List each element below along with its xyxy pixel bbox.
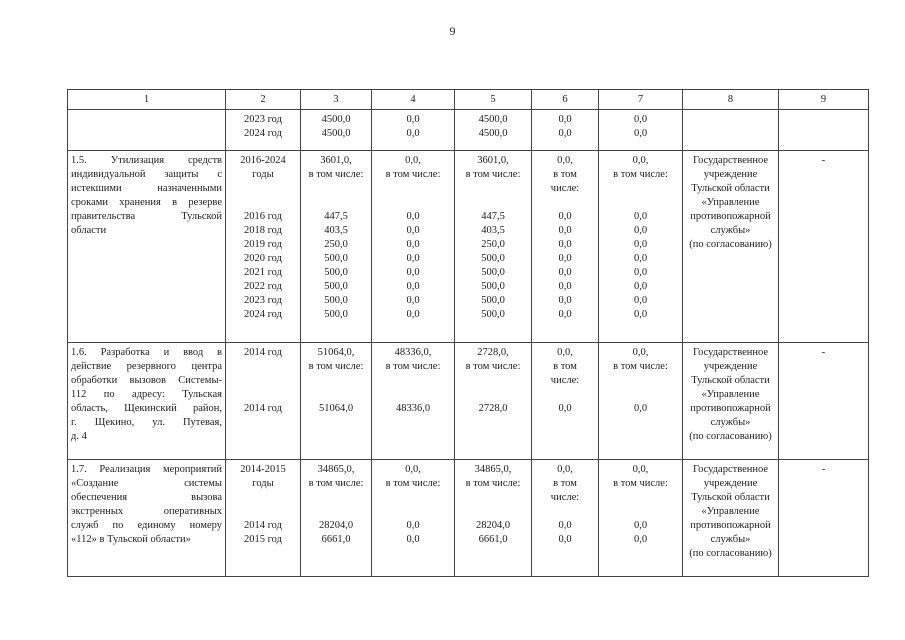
- cell-line: 4500,0: [321, 114, 351, 125]
- col9-cell: -: [779, 343, 869, 460]
- total-funding-cell: [301, 343, 372, 460]
- cell-line: 0,0,: [632, 464, 649, 475]
- col9-cell: -: [779, 151, 869, 343]
- cell-line: 0,0: [558, 114, 572, 125]
- other-funding-cell: [599, 110, 683, 151]
- year-cell: [226, 343, 301, 460]
- measure-name-cell: [68, 460, 226, 577]
- cell-line: области: [71, 225, 107, 236]
- cell-line: в том числе:: [613, 169, 668, 180]
- cell-line: в том числе:: [613, 361, 668, 372]
- total-funding-cell: [301, 110, 372, 151]
- cell-line: область, Щекинский район,: [71, 403, 222, 414]
- regional-funding-cell: [455, 151, 532, 343]
- cell-line: 0,0: [558, 281, 572, 292]
- page-number: 9: [449, 24, 456, 38]
- cell-line: 0,0: [558, 267, 572, 278]
- cell-line: 51064,0: [318, 403, 354, 414]
- cell-line: в том: [553, 169, 577, 180]
- cell-line: 3601,0,: [320, 155, 352, 166]
- cell-line: в том: [553, 361, 577, 372]
- cell-line: 2024 год: [244, 128, 282, 139]
- cell-line: противопожарной: [690, 520, 771, 531]
- cell-line: 4500,0: [321, 128, 351, 139]
- cell-line: службы»: [710, 534, 751, 545]
- federal-funding-cell: [372, 460, 455, 577]
- executor-cell: [683, 343, 779, 460]
- cell-line: 0,0: [406, 114, 420, 125]
- cell-line: 2014 год: [244, 520, 282, 531]
- col9-cell: -: [779, 460, 869, 577]
- cell-line: годы: [252, 478, 274, 489]
- cell-line: 0,0: [406, 534, 420, 545]
- cell-line: 0,0: [558, 253, 572, 264]
- col9-cell: [779, 110, 869, 151]
- cell-line: 1.6. Разработка и ввод в: [71, 347, 222, 358]
- cell-line: 2016 год: [244, 211, 282, 222]
- cell-line: 28204,0: [318, 520, 354, 531]
- cell-line: 0,0: [406, 128, 420, 139]
- cell-line: обработки вызовов Системы-: [71, 375, 222, 386]
- cell-line: 0,0: [558, 295, 572, 306]
- cell-line: (по согласованию): [689, 239, 772, 250]
- cell-line: д. 4: [71, 431, 87, 442]
- header-cell: 1: [68, 90, 226, 110]
- cell-line: 0,0: [558, 128, 572, 139]
- cell-line: 500,0: [481, 253, 505, 264]
- cell-line: 500,0: [481, 295, 505, 306]
- cell-line: 2023 год: [244, 114, 282, 125]
- header-cell: 4: [372, 90, 455, 110]
- cell-line: «Управление: [701, 506, 760, 517]
- cell-line: числе:: [550, 375, 580, 386]
- cell-line: противопожарной: [690, 211, 771, 222]
- cell-line: 447,5: [324, 211, 348, 222]
- table-row: [68, 460, 869, 577]
- cell-line: числе:: [550, 492, 580, 503]
- cell-line: 500,0: [481, 281, 505, 292]
- cell-line: экстренных оперативных: [71, 506, 222, 517]
- cell-line: Тульской области: [691, 183, 770, 194]
- cell-line: 0,0,: [632, 347, 649, 358]
- cell-line: 0,0: [406, 239, 420, 250]
- cell-line: 500,0: [324, 253, 348, 264]
- cell-line: 2024 год: [244, 309, 282, 320]
- cell-line: службы»: [710, 225, 751, 236]
- header-cell: 9: [779, 90, 869, 110]
- cell-line: годы: [252, 169, 274, 180]
- cell-line: в том числе:: [465, 361, 521, 372]
- cell-line: 447,5: [481, 211, 505, 222]
- cell-line: 0,0: [558, 534, 572, 545]
- header-row: [68, 90, 869, 110]
- cell-line: 51064,0,: [317, 347, 355, 358]
- cell-line: учреждение: [703, 478, 758, 489]
- cell-line: 0,0: [406, 253, 420, 264]
- cell-line: г. Щекино, ул. Путевая,: [71, 417, 222, 428]
- cell-line: в том: [553, 478, 577, 489]
- cell-line: 500,0: [481, 309, 505, 320]
- federal-funding-cell: [372, 151, 455, 343]
- cell-line: 403,5: [324, 225, 348, 236]
- year-cell: [226, 110, 301, 151]
- cell-line: 0,0: [633, 253, 648, 264]
- cell-line: 0,0: [558, 239, 572, 250]
- cell-line: 2022 год: [244, 281, 282, 292]
- cell-line: 34865,0,: [474, 464, 512, 475]
- total-funding-cell: [301, 460, 372, 577]
- cell-line: 0,0: [633, 211, 648, 222]
- cell-line: 6661,0: [478, 534, 508, 545]
- cell-line: «112» в Тульской области»: [71, 534, 191, 545]
- cell-line: обеспечения вызова: [71, 492, 222, 503]
- header-cell: 7: [599, 90, 683, 110]
- cell-line: 500,0: [324, 309, 348, 320]
- cell-line: действие резервного центра: [71, 361, 222, 372]
- local-funding-cell: [532, 110, 599, 151]
- cell-line: 0,0: [633, 225, 648, 236]
- cell-line: учреждение: [703, 169, 758, 180]
- cell-line: (по согласованию): [689, 548, 772, 559]
- cell-line: 0,0: [558, 403, 572, 414]
- cell-line: (по согласованию): [689, 431, 772, 442]
- cell-line: 0,0: [633, 309, 648, 320]
- cell-line: 2728,0,: [477, 347, 509, 358]
- cell-line: Государственное: [692, 155, 769, 166]
- cell-line: индивидуальной защиты с: [71, 169, 222, 180]
- cell-line: 48336,0: [395, 403, 431, 414]
- cell-line: 4500,0: [478, 128, 508, 139]
- cell-line: в том числе:: [465, 169, 521, 180]
- cell-line: учреждение: [703, 361, 758, 372]
- cell-line: 500,0: [481, 267, 505, 278]
- year-cell: [226, 460, 301, 577]
- cell-line: 0,0: [633, 534, 648, 545]
- cell-line: 0,0: [633, 114, 648, 125]
- cell-line: службы»: [710, 417, 751, 428]
- cell-line: 250,0: [481, 239, 505, 250]
- table-row: [68, 343, 869, 460]
- cell-line: 0,0,: [557, 155, 573, 166]
- cell-line: 2016-2024: [240, 155, 286, 166]
- cell-line: в том числе:: [613, 478, 668, 489]
- cell-line: 2014-2015: [240, 464, 286, 475]
- local-funding-cell: [532, 460, 599, 577]
- cell-line: 1.7. Реализация мероприятий: [71, 464, 222, 475]
- cell-line: 2020 год: [244, 253, 282, 264]
- regional-funding-cell: [455, 343, 532, 460]
- program-table: [67, 89, 869, 577]
- cell-line: правительства Тульской: [71, 211, 222, 222]
- cell-line: в том числе:: [308, 169, 364, 180]
- regional-funding-cell: [455, 460, 532, 577]
- cell-line: 6661,0: [321, 534, 351, 545]
- cell-line: 0,0: [406, 295, 420, 306]
- cell-line: в том числе:: [385, 478, 441, 489]
- measure-name-cell: [68, 110, 226, 151]
- executor-cell: [683, 460, 779, 577]
- federal-funding-cell: [372, 343, 455, 460]
- table-row: [68, 110, 869, 151]
- cell-line: 2023 год: [244, 295, 282, 306]
- cell-line: 500,0: [324, 281, 348, 292]
- cell-line: 2019 год: [244, 239, 282, 250]
- cell-line: 0,0: [633, 403, 648, 414]
- local-funding-cell: [532, 151, 599, 343]
- other-funding-cell: [599, 343, 683, 460]
- cell-line: 0,0: [406, 281, 420, 292]
- regional-funding-cell: [455, 110, 532, 151]
- measure-name-cell: [68, 151, 226, 343]
- cell-line: 2014 год: [244, 347, 282, 358]
- cell-line: 0,0: [406, 309, 420, 320]
- cell-line: 2021 год: [244, 267, 282, 278]
- cell-line: 112 по адресу: Тульская: [71, 389, 222, 400]
- other-funding-cell: [599, 460, 683, 577]
- year-cell: [226, 151, 301, 343]
- cell-line: противопожарной: [690, 403, 771, 414]
- cell-line: 0,0: [558, 211, 572, 222]
- table-row: [68, 151, 869, 343]
- header-cell: 8: [683, 90, 779, 110]
- cell-line: 2015 год: [244, 534, 282, 545]
- cell-line: 0,0: [558, 309, 572, 320]
- cell-line: 250,0: [324, 239, 348, 250]
- executor-cell: [683, 151, 779, 343]
- cell-line: 4500,0: [478, 114, 508, 125]
- cell-line: 0,0,: [632, 155, 649, 166]
- cell-line: 403,5: [481, 225, 505, 236]
- header-cell: 6: [532, 90, 599, 110]
- cell-line: 28204,0: [475, 520, 511, 531]
- header-cell: 2: [226, 90, 301, 110]
- cell-line: в том числе:: [385, 169, 441, 180]
- cell-line: 0,0: [633, 128, 648, 139]
- cell-line: «Создание системы: [71, 478, 222, 489]
- cell-line: Государственное: [692, 347, 769, 358]
- cell-line: 0,0,: [405, 155, 421, 166]
- local-funding-cell: [532, 343, 599, 460]
- cell-line: 0,0: [633, 239, 648, 250]
- cell-line: 2728,0: [478, 403, 508, 414]
- cell-line: 3601,0,: [477, 155, 509, 166]
- cell-line: 0,0: [633, 520, 648, 531]
- cell-line: сроками хранения в резерве: [71, 197, 222, 208]
- header-cell: 5: [455, 90, 532, 110]
- other-funding-cell: [599, 151, 683, 343]
- cell-line: 500,0: [324, 295, 348, 306]
- cell-line: 34865,0,: [317, 464, 355, 475]
- cell-line: 0,0: [633, 267, 648, 278]
- cell-line: 0,0: [633, 281, 648, 292]
- cell-line: «Управление: [701, 389, 760, 400]
- total-funding-cell: [301, 151, 372, 343]
- cell-line: 500,0: [324, 267, 348, 278]
- cell-line: в том числе:: [385, 361, 441, 372]
- cell-line: 0,0,: [557, 347, 573, 358]
- cell-line: «Управление: [701, 197, 760, 208]
- cell-line: 2018 год: [244, 225, 282, 236]
- cell-line: Тульской области: [691, 375, 770, 386]
- cell-line: 1.5. Утилизация средств: [71, 155, 222, 166]
- cell-line: 0,0: [406, 211, 420, 222]
- cell-line: истекшими назначенными: [71, 183, 222, 194]
- federal-funding-cell: [372, 110, 455, 151]
- cell-line: 0,0,: [405, 464, 421, 475]
- cell-line: в том числе:: [465, 478, 521, 489]
- cell-line: 0,0: [406, 520, 420, 531]
- cell-line: 0,0,: [557, 464, 573, 475]
- cell-line: Тульской области: [691, 492, 770, 503]
- cell-line: Государственное: [692, 464, 769, 475]
- cell-line: 0,0: [406, 267, 420, 278]
- cell-line: 0,0: [558, 520, 572, 531]
- cell-line: 0,0: [558, 225, 572, 236]
- cell-line: числе:: [550, 183, 580, 194]
- cell-line: служб по единому номеру: [71, 520, 222, 531]
- cell-line: 48336,0,: [394, 347, 432, 358]
- measure-name-cell: [68, 343, 226, 460]
- cell-line: 0,0: [633, 295, 648, 306]
- cell-line: в том числе:: [308, 478, 364, 489]
- cell-line: 0,0: [406, 225, 420, 236]
- cell-line: в том числе:: [308, 361, 364, 372]
- executor-cell: [683, 110, 779, 151]
- cell-line: 2014 год: [244, 403, 282, 414]
- header-cell: 3: [301, 90, 372, 110]
